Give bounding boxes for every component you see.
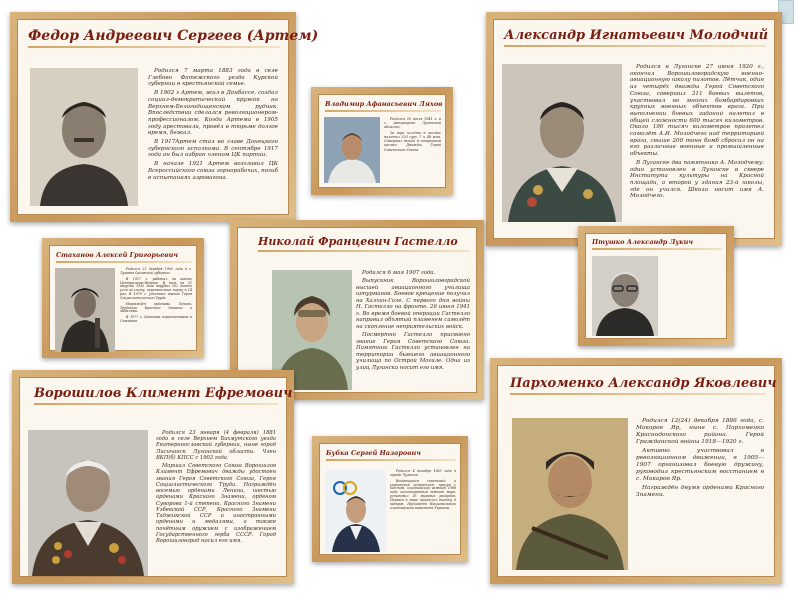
- body-paragraph: В 1917Артем стал во главе Донецкого губернского исполкома. В сентябре 1917 года он был избран членом ЦК партии.: [148, 139, 278, 159]
- body-paragraph: Родился 21 декабря 1905 года в с. Лугавая Орловской губернии.: [120, 267, 192, 275]
- panel-body: [384, 117, 441, 183]
- body-paragraph: Родился 7 марта 1883 года в селе Глебово Фатежского уезда Курской губернии в крестьянской семье.: [148, 68, 278, 88]
- body-paragraph: Выдающийся советский и украинский легкоатлет, прыгун с шестом, олимпийский чемпион 1988 года, шестикратный чемпион мира, установил 35 мировых рекордов. Первым в мире преодолел высоту 6 метров. Президент Национального олимпийского комитета Украины.: [390, 478, 456, 510]
- portrait-photo: [512, 418, 628, 570]
- portrait-image: [326, 470, 386, 552]
- panel-bubka: [312, 436, 468, 562]
- portrait-photo: [592, 256, 658, 336]
- panel-body: [630, 64, 764, 230]
- panel-stakhanov: [42, 238, 204, 358]
- panel-title: Птушко Александр Лукич: [592, 238, 722, 250]
- portrait-photo: [324, 117, 380, 183]
- body-paragraph: В начале 1921 Артем возглавил ЦК Всероссийского союза горнорабочих, погиб в испытаниях аэровагона.: [148, 161, 278, 181]
- body-paragraph: Родился 23 января (4 февраля) 1881 года в селе Верхнем Бахмутского уезда Екатеринославской губернии, ныне город Лисичанск Луганской области. Член ВКП(б) КПСС с 1903 года.: [156, 430, 276, 461]
- panel-ptushko: [578, 226, 734, 346]
- panel-title: Федор Андреевич Сергеев (Артем): [28, 28, 280, 48]
- panel-parkhomenko: [490, 358, 782, 584]
- portrait-image: [55, 268, 115, 352]
- portrait-image: [502, 64, 622, 222]
- panel-title: Владимир Афанасьевич Ляхов: [325, 100, 441, 112]
- panel-voroshilov: [12, 370, 294, 584]
- panel-lyakhov: [311, 87, 453, 195]
- portrait-image: [592, 256, 658, 336]
- panel-body: [356, 270, 470, 386]
- body-paragraph: Активно участвовал в революционном движении, в 1905—1907 организовал боевую дружину, руководил крестьянским восстанием в с. Макаров Яр.: [636, 447, 764, 482]
- body-paragraph: Маршал Советского Союза Ворошилов Климент Ефремович дважды удостоен звания Героя Советского Союза, Героя Социалистического Труда. Награждён восемью орденами Ленина, шестью орденами Красного Знамени, орденом Суворова 1-й степени, Красного Знамени Узбекской ССР, Красного Знамени Таджикской ССР и иностранными орденами и медалями, а также почётным оружием с изображением Государственного герба СССР. Город Ворошиловград носил его имя.: [156, 463, 276, 544]
- panel-molodchiy: [486, 12, 782, 246]
- body-paragraph: В 1927 г. работал на шахте Центральное-Ирмино. В ночь на 31 августа 1935 года нарубил 102 тонны угля за смену, перевыполнив норму в 14 раз. В 1970 г. удостоен звания Героя Социалистического Труда.: [120, 276, 192, 300]
- body-paragraph: Награждён двумя орденами Красного Знамени.: [636, 484, 764, 498]
- portrait-photo: [28, 430, 148, 576]
- body-paragraph: В Луганске два памятника А. Молодчему: один установлен в Луганске в сквере Института культуры на Красной площади, а второй у здания 23-й школы, где он учился. Школа носит имя А. Молодчего.: [630, 159, 764, 200]
- body-paragraph: Родился 12(24) декабря 1886 года, с. Макаров Яр, ныне с. Пархоменко Краснодонского района. Герой Гражданской войны 1918—1920 г.: [636, 418, 764, 445]
- portrait-photo: [30, 68, 138, 206]
- panel-sergeev-artem: [10, 12, 319, 222]
- portrait-image: [28, 430, 148, 576]
- portrait-image: [30, 68, 138, 206]
- body-paragraph: Родился в Луганске 27 июня 1920 г., окончил Ворошиловградскую военно-авиационную школу пилотов. Лётчик, один из четырёх дважды Герой Советского Союза, совершил 311 боевых вылетов, участвовал во многих бомбардировках крупных военных объектов врага. При выполнении боевых заданий налетал в общей сложности 600 тысяч километров. Около 190 тысяч километров пролетел самолёт А.И. Молодчего над территорией врага, свыше 200 тонн бомб сбросил он на его различные военные и промышленные объекты.: [630, 64, 764, 158]
- portrait-photo: [326, 470, 386, 552]
- panel-body: [636, 418, 764, 568]
- body-paragraph: Родился 6 мая 1907 года.: [362, 270, 436, 276]
- body-paragraph: В 1902 г Артем, жил в Донбассе, создал социал-демократический кружок на Верхнем-Белогодищенском рудник. Впоследствии сделался революционером-профессионалом. Когда Артема в 1905 году арестовали, провёл в тюрьме долгое время, бежал.: [148, 90, 278, 137]
- portrait-image: [512, 418, 628, 570]
- body-paragraph: Родился 20 июля 1941 г. в г. Антраците Луганской области.: [384, 117, 441, 130]
- body-paragraph: Родился 4 декабря 1963 года в городе Луганске.: [390, 469, 456, 477]
- panel-title: Ворошилов Климент Ефремович: [34, 386, 278, 405]
- panel-title: Пархоменко Александр Яковлевич: [510, 376, 766, 395]
- panel-title: Николай Францевич Гастелло: [258, 235, 470, 252]
- body-paragraph: Посмертно Гастелло присвоено звание Героя Советского Союза. Памятник Гастелло установлен на территории бывшего авиационного училища по Острой Могиле. Одна из улиц Луганска носит его имя.: [356, 332, 470, 371]
- panel-title: Стаханов Алексей Григорьевич: [56, 251, 192, 263]
- body-paragraph: Награждён орденами Ленина, Трудового Красного Знамени и медалями.: [120, 301, 192, 314]
- panel-body: [120, 268, 192, 346]
- portrait-image: [324, 117, 380, 183]
- panel-title: Бубка Сергей Назарович: [326, 449, 456, 461]
- body-paragraph: В 1977 г. Кадиевка переименована в Стаханов.: [120, 315, 192, 324]
- panel-body: [148, 68, 278, 206]
- panel-body: [156, 430, 276, 568]
- body-paragraph: Выпускник Ворошиловградской высшей авиационного училища штурманов. Боевое крещение получил на Халхин-Голе. С первого дня войны Н. Гастелло на фронте. 26 июня 1941 г. Во время боевой операции Гастелло направил объятый пламенем самолёт на скопление неприятельских войск.: [356, 278, 470, 330]
- portrait-photo: [502, 64, 622, 222]
- panel-title: Александр Игнатьевич Молодчий: [504, 28, 766, 47]
- body-paragraph: За три полёта в космос налетал 333 сут. 7 ч 48 мин. Совершил выход в открытый космос. Дважды Герой Советского Союза.: [384, 131, 441, 152]
- panel-body: [390, 470, 456, 550]
- portrait-photo: [55, 268, 115, 352]
